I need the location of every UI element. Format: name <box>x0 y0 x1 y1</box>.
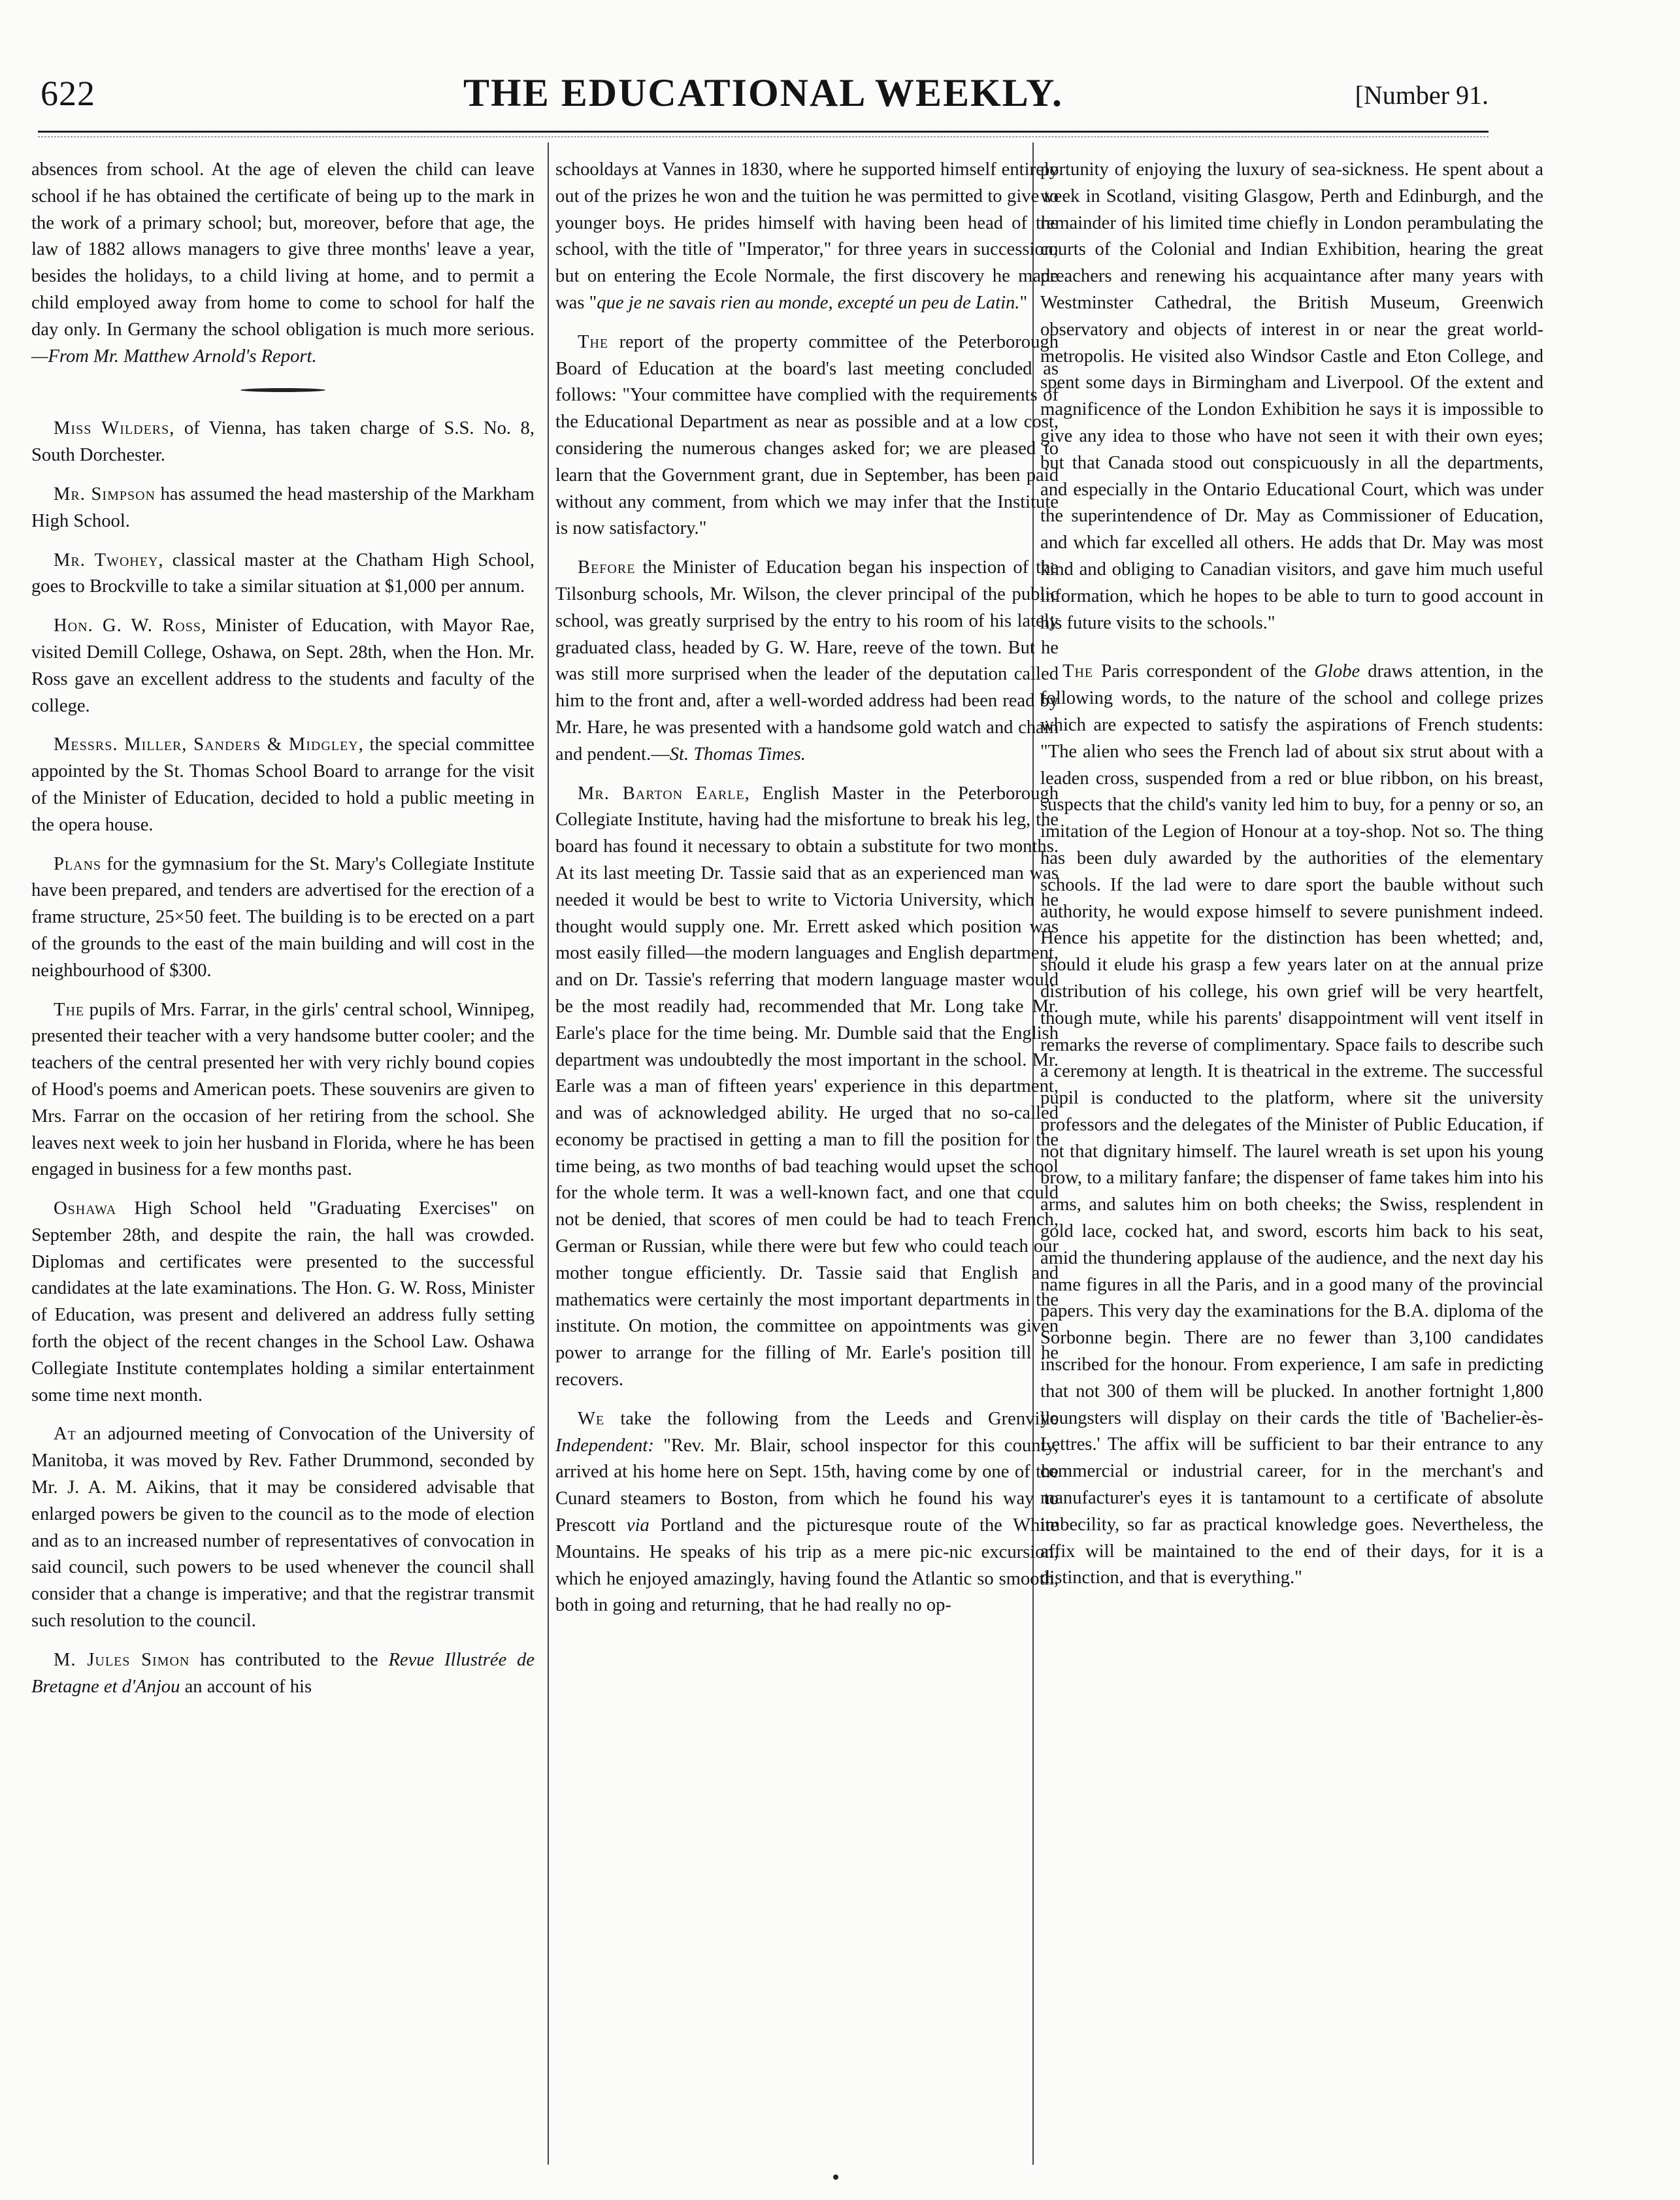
journal-title: THE EDUCATIONAL WEEKLY. <box>463 71 1063 114</box>
paragraph: absences from school. At the age of eleven the child can leave school if he has obtained the certificate of being up to the mark in the work of a primary school; but, moreover, before that age, the law of 1882 allows managers to give three months' leave a year, besides the holidays, to a child living at home, and to permit a child employed away from home to come to school for half the day only. In Germany the school obligation is much more serious.—From Mr. Matthew Arnold's Report. <box>31 159 535 367</box>
paragraph: portunity of enjoying the luxury of sea-sickness. He spent about a week in Scotland, visiting Glasgow, Perth and Edinburgh, and the remainder of his limited time chiefly in London perambulating the courts of the Colonial and Indian Exhibition, hearing the great preachers and renewing his acquaintance after many years with Westminster Cathedral, the British Museum, Greenwich observatory and objects of interest in or near the great world-metropolis. He visited also Windsor Castle and Eton College, and spent some days in Birmingham and Liverpool. Of the extent and magnificence of the London Exhibition he says it is impossible to give any idea to those who have not seen it with their own eyes; but that Canada stood out conspicuously in all the departments, and especially in the Ontario Educational Court, which was under the superintendence of Dr. May as Commissioner of Education, and which far excelled all others. He adds that Dr. May was most kind and obliging to Canadian visitors, and gave him much useful information, which he hopes to be able to turn to good account in his future visits to the schools." <box>1040 159 1543 633</box>
news-item: Oshawa High School held "Graduating Exercises" on September 28th, and despite the rain, the hall was crowded. Diplomas and certificates were presented to the successful candidates at the late examinations. The Hon. G. W. Ross, Minister of Education, was present and delivered an address fully setting forth the object of the recent changes in the School Law. Oshawa Collegiate Institute contemplates holding a similar entertainment some time next month. <box>31 1198 535 1405</box>
source-attribution: St. Thomas Times. <box>669 744 806 764</box>
news-item: The report of the property committee of the Peterborough Board of Education at the board's last meeting concluded as follows: "Your committee have complied with the requirements of the Educational Department as near as possible and at a low cost, considering the numerous changes asked for; we are pleased to learn that the Government grant, due in September, has been paid without any comment, from which we may infer that the Institute is now satisfactory." <box>555 331 1059 539</box>
issue-number: [Number 91. <box>1355 80 1489 110</box>
news-item: M. Jules Simon has contributed to the Revue Illustrée de Bretagne et d'Anjou an account of his <box>31 1649 535 1697</box>
page-footer-mark <box>833 2175 838 2180</box>
news-item: Mr. Barton Earle, English Master in the Peterborough Collegiate Institute, having had the misfortune to break his leg, the board has found it necessary to obtain a substitute for two months. At its last meeting Dr. Tassie said that as an experienced man was needed it would be best to write to Victoria University, which he thought would supply one. Mr. Errett asked which position was most easily filled—the modern languages and English department, and on Dr. Tassie's referring that modern language master would be the most readily had, recommended that Mr. Long take Mr. Earle's place for the time being. Mr. Dumble said that the English department was undoubtedly the most important in the school. Mr. Earle was a man of fifteen years' experience in this department, and was of acknowledged ability. He urged that no so-called economy be practised in getting a man to fill the position for the time being, as two months of bad teaching would upset the school for the whole term. It was a well-known fact, and one that could not be denied, that scores of men could be had to teach French, German or Russian, while there were but few who could teach our mother tongue efficiently. Dr. Tassie said that English and mathematics were certainly the most important departments in the institute. On motion, the committee on appointments was given power to arrange for the filling of Mr. Earle's position till he recovers. <box>555 783 1059 1390</box>
news-item: Miss Wilders, of Vienna, has taken charge of S.S. No. 8, South Dorchester. <box>31 418 535 466</box>
news-item: Hon. G. W. Ross, Minister of Education, with Mayor Rae, visited Demill College, Oshawa, on Sept. 28th, when the Hon. Mr. Ross gave an excellent address to the students and faculty of the college. <box>31 616 535 716</box>
column-2 <box>555 157 1059 1632</box>
source-attribution: —From Mr. Matthew Arnold's Report. <box>31 346 317 367</box>
news-item: Messrs. Miller, Sanders & Midgley, the special committee appointed by the St. Thomas School Board to arrange for the visit of the Minister of Education, decided to hold a public meeting in the opera house. <box>31 734 535 835</box>
page-header <box>38 71 1489 123</box>
column-3 <box>1040 157 1543 1604</box>
news-item: The pupils of Mrs. Farrar, in the girls' central school, Winnipeg, presented their teacher with a very handsome butter cooler; and the teachers of the central presented her with very richly bound copies of Hood's poems and American poets. These souvenirs are given to Mrs. Farrar on the occasion of her retiring from the school. She leaves next week to join her husband in Florida, where he has been engaged in business for a few months past. <box>31 999 535 1180</box>
column-rule <box>548 142 549 2165</box>
news-item: Plans for the gymnasium for the St. Mary's Collegiate Institute have been prepared, and tenders are advertised for the erection of a frame structure, 25×50 feet. The building is to be erected on a part of the grounds to the east of the main building and will cost in the neighbourhood of $300. <box>31 853 535 981</box>
news-item: At an adjourned meeting of Convocation of the University of Manitoba, it was moved by Rev. Father Drummond, seconded by Mr. J. A. M. Aikins, that it may be considered advisable that enlarged powers be given to the council as to the mode of election and as to an increased number of representatives of convocation in said council, such powers to be used whenever the council shall consider that a change is imperative; and that the registrar transmit such resolution to the council. <box>31 1424 535 1632</box>
page-number: 622 <box>41 74 95 113</box>
news-item: The Paris correspondent of the Globe draws attention, in the following words, to the nature of the school and college prizes which are expected to satisfy the aspirations of French students: "The alien who sees the French lad of about six strut about with a leaden cross, suspended from a red or blue ribbon, on his breast, suspects that the child's vanity led him to buy, for a penny or so, an imitation of the Legion of Honour at a toy-shop. Not so. The thing has been duly awarded by the authorities of the elementary schools. If the lad were to dare sport the bauble without such authority, he would expose himself to severe punishment indeed. Hence his appetite for the distinction has been whetted; and, should it elude his grasp a few years later on at the annual prize distribution of his college, his own grief will be very heartfelt, though mute, while his parents' disappointment will vent itself in remarks the reverse of complimentary. Space fails to describe such a ceremony at length. It is theatrical in the extreme. The successful pupil is conducted to the platform, where sit the university professors and the delegates of the Minister of Public Education, if not that dignitary himself. The laurel wreath is set upon his young brow, to a military fanfare; the dispenser of fame takes him into his arms, and salutes him on both cheeks; the Swiss, resplendent in gold lace, cocked hat, and sword, escorts him back to his seat, amid the thundering applause of the audience, and the next day his name figures in all the Paris, and in a good many of the provincial papers. This very day the examinations for the B.A. diploma of the Sorbonne begin. There are no fewer than 3,100 candidates inscribed for the honour. From experience, I am safe in predicting that not 300 of them will be plucked. In another fortnight 1,800 youngsters will display on their cards the title of 'Bachelier-ès-Lettres.' The affix will be sufficient to bar their entrance to any commercial or industrial career, for in the merchant's and manufacturer's eyes it is tantamount to a certificate of absolute imbecility, so far as practical knowledge goes. Nevertheless, the affix will be maintained to the end of their days, for it is a distinction, and that is everything." <box>1040 661 1544 1588</box>
news-item: We take the following from the Leeds and Grenville Independent: "Rev. Mr. Blair, school inspector for this county, arrived at his home here on Sept. 15th, having come by one of the Cunard steamers to Boston, from which he found his way to Prescott via Portland and the picturesque route of the White Mountains. He speaks of his trip as a mere pic-nic excursion, which he enjoyed amazingly, having found the Atlantic so smooth, both in going and returning, that he had really no op- <box>555 1408 1059 1616</box>
news-item: Mr. Twohey, classical master at the Chatham High School, goes to Brockville to take a similar situation at $1,000 per annum. <box>31 550 535 597</box>
paragraph: schooldays at Vannes in 1830, where he supported himself entirely out of the prizes he won and the tuition he was permitted to give to younger boys. He prides himself with having been head of the school, with the title of "Imperator," for three years in succession; but on entering the Ecole Normale, the first discovery he made was "que je ne savais rien au monde, excepté un peu de Latin." <box>555 159 1059 313</box>
news-item: Mr. Simpson has assumed the head mastership of the Markham High School. <box>31 484 535 531</box>
column-1 <box>31 157 535 1713</box>
news-item: Before the Minister of Education began his inspection of the Tilsonburg schools, Mr. Wilson, the clever principal of the public school, was greatly surprised by the entry to his room of his lately graduated class, headed by G. W. Hare, reeve of the town. But he was still more surprised when the leader of the deputation called him to the front and, after a well-worded address had been read by Mr. Hare, he was presented with a handsome gold watch and chain and pendent.—St. Thomas Times. <box>555 557 1059 764</box>
header-rule <box>38 131 1489 137</box>
section-divider <box>240 388 325 392</box>
